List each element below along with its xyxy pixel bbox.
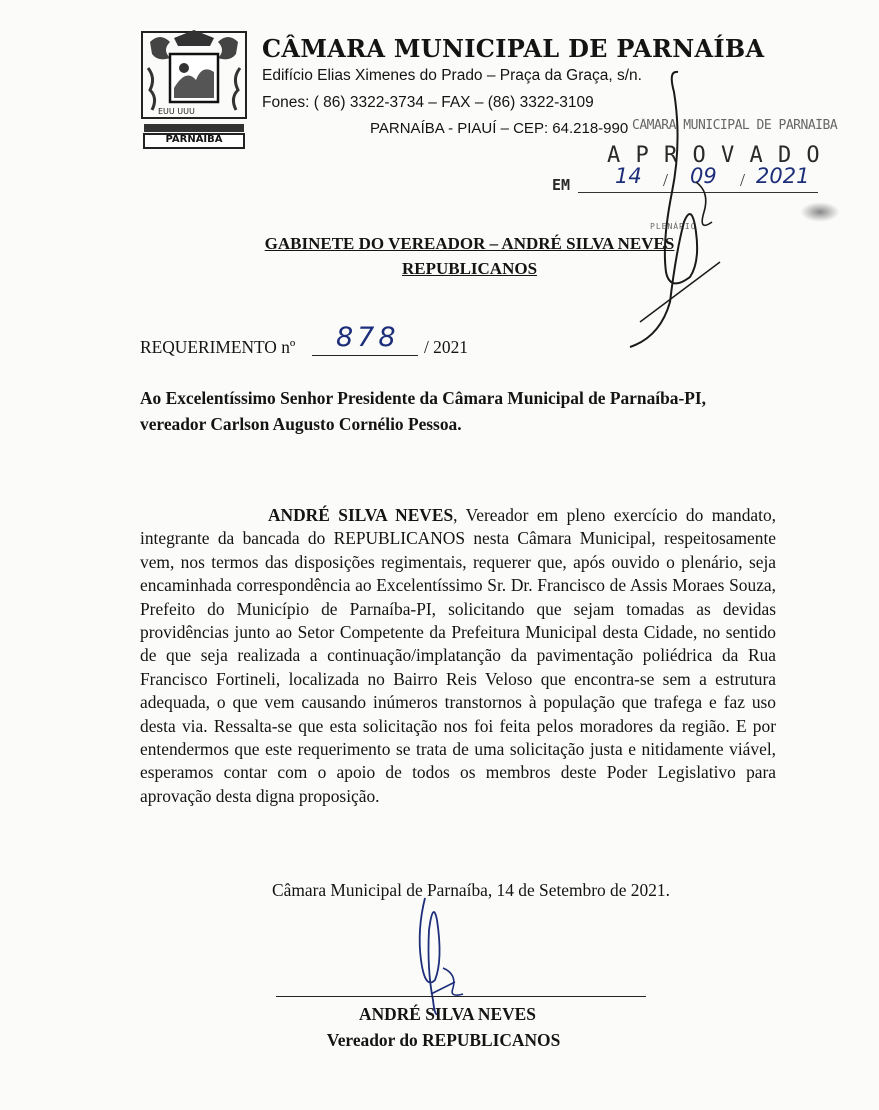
institution-address: Edifício Elias Ximenes do Prado – Praça da Graça, s/n. xyxy=(262,67,642,84)
request-text: , Vereador em pleno exercício do mandato, integrante da bancada do REPUBLICANOS nesta Câmara Municipal, respeitosamente vem, nos termos das disposições regimentais, requerer que, após ouvido o plenário, seja encaminhada correspondência ao Excelentíssimo Sr. Dr. Francisco de Assis Moraes Souza, Prefeito do Município de Parnaíba-PI, solicitando que sejam tomadas as devidas providências junto ao Setor Competente da Prefeitura Municipal desta Cidade, no sentido de que seja realizada a continuação/implatanção da pavimentação poliédrica da Rua Francisco Fortineli, localizada no Bairro Reis Veloso que encontra-se sem a estrutura adequada, o que vem causando inúmeros transtornos à população que trafega e faz uso desta via. Ressalta-se que esta solicitação nos foi feita pelos moradores da região. E por entendermos que este requerimento se trata de uma solicitação justa e nitidamente viável, esperamos contar com o apoio de todos os membros deste Poder Legislativo para aprovação desta digna proposição. xyxy=(140,505,776,806)
requerimento-number: 878 xyxy=(336,322,400,353)
requerimento-label: REQUERIMENTO nº xyxy=(140,337,296,357)
addressee-line-1: Ao Excelentíssimo Senhor Presidente da Câmara Municipal de Parnaíba-PI, xyxy=(140,388,706,408)
approval-stamp-small-text: PLENÁRIO xyxy=(650,222,697,231)
approval-stamp-em-label: EM xyxy=(552,176,571,194)
approval-stamp-slash-1: / xyxy=(663,170,669,190)
approval-stamp-month: 09 xyxy=(690,164,717,188)
requerimento-year: / 2021 xyxy=(424,337,468,357)
closing-place-date: Câmara Municipal de Parnaíba, 14 de Setembro de 2021. xyxy=(272,880,670,900)
signature-line xyxy=(276,996,646,997)
approval-stamp-year: 2021 xyxy=(756,164,810,188)
addressee-line-2: vereador Carlson Augusto Cornélio Pessoa. xyxy=(140,414,462,434)
coat-of-arms-logo xyxy=(140,28,248,150)
institution-city-cep: PARNAÍBA - PIAUÍ – CEP: 64.218-990 xyxy=(370,120,629,137)
requerimento-number-line xyxy=(312,355,418,356)
approval-stamp-smudge xyxy=(800,202,840,222)
request-body xyxy=(140,504,776,808)
request-author: ANDRÉ SILVA NEVES xyxy=(268,505,454,525)
approval-stamp-day: 14 xyxy=(615,164,642,188)
logo-banner-text: PARNAÍBA xyxy=(165,134,223,145)
signer-role: Vereador do REPUBLICANOS xyxy=(326,1030,561,1050)
approval-stamp-status: A P R O V A D O xyxy=(607,143,821,168)
gabinete-party: REPUBLICANOS xyxy=(401,259,538,278)
approval-stamp-slash-2: / xyxy=(740,170,746,190)
svg-text:EUU UUU: EUU UUU xyxy=(158,107,195,116)
approval-signature-scribble xyxy=(600,62,750,352)
signer-name: ANDRÉ SILVA NEVES xyxy=(359,1004,536,1024)
approval-stamp-org: CÂMARA MUNICIPAL DE PARNAÍBA xyxy=(632,118,838,133)
institution-phones: Fones: ( 86) 3322-3734 – FAX – (86) 3322-3109 xyxy=(262,94,594,111)
gabinete-title: GABINETE DO VEREADOR – ANDRÉ SILVA NEVES xyxy=(264,234,675,253)
institution-title: CÂMARA MUNICIPAL DE PARNAÍBA xyxy=(262,34,765,63)
